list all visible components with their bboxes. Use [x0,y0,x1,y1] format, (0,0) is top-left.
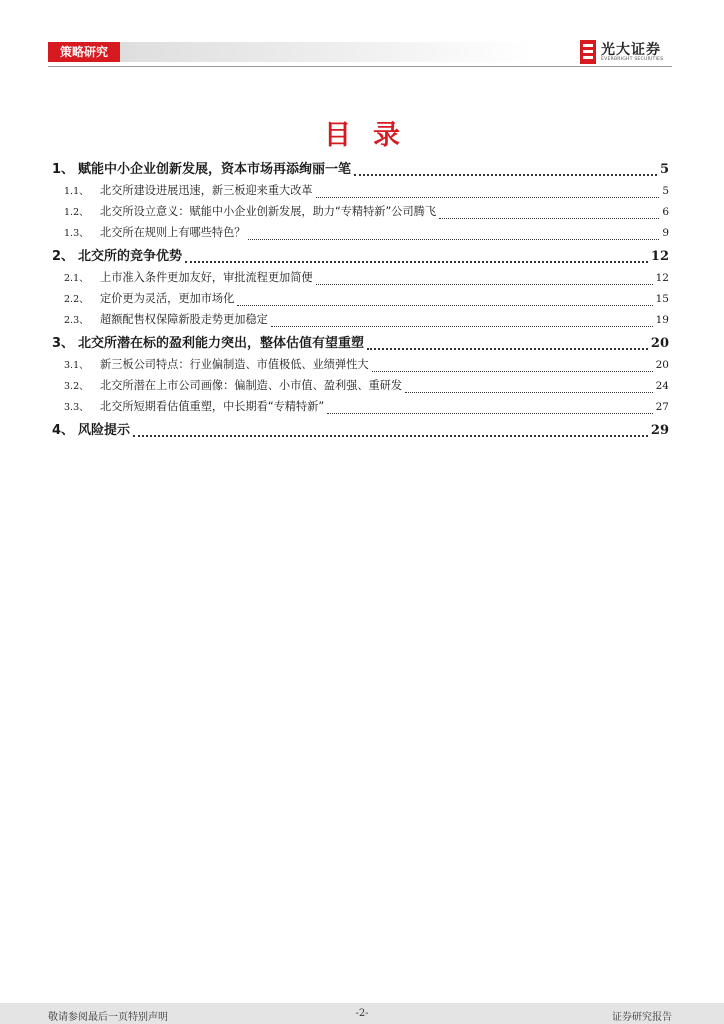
toc-dot-leader [248,238,659,240]
toc-dot-leader [439,217,659,219]
toc-entry-title: 北交所潜在上市公司画像：偏制造、小市值、盈利强、重研发 [100,379,403,392]
toc-entry-page: 27 [655,401,669,413]
toc-entry-number: 2、 [52,249,75,264]
logo-name-cn: 光大证券 [601,42,661,58]
toc-entry-page: 19 [655,314,669,326]
toc-dot-leader [367,347,648,350]
toc-entry-title: 赋能中小企业创新发展，资本市场再添绚丽一笔 [78,162,352,177]
everbright-logo-icon [580,40,596,64]
header-band [48,42,533,62]
toc-entry-page: 20 [655,359,669,371]
toc-dot-leader [237,304,652,306]
toc-entry-title: 北交所设立意义：赋能中小企业创新发展，助力“专精特新”公司腾飞 [100,205,437,218]
toc-entry-page: 12 [655,272,669,284]
toc-entry-number: 3.1、 [64,360,89,371]
toc-entry-number: 2.2、 [64,294,89,305]
toc-subsection-entry[interactable] [52,224,669,245]
toc-dot-leader [316,283,653,285]
toc-section-entry[interactable] [52,332,669,356]
toc-entry-title: 风险提示 [78,423,131,438]
footer-disclaimer: 敬请参阅最后一页特别声明 [48,1012,168,1023]
toc-entry-number: 3.2、 [64,381,89,392]
footer [0,1003,724,1024]
toc-dot-leader [405,391,653,393]
toc-dot-leader [271,325,653,327]
toc-section-entry[interactable] [52,419,669,443]
company-logo [580,38,676,66]
table-of-contents [52,158,669,443]
toc-entry-page: 9 [662,227,669,239]
toc-subsection-entry[interactable] [52,311,669,332]
header-divider [48,66,672,67]
footer-report-type: 证券研究报告 [612,1012,672,1023]
toc-entry-page: 24 [655,380,669,392]
toc-subsection-entry[interactable] [52,398,669,419]
toc-section-entry[interactable] [52,245,669,269]
toc-entry-title: 新三板公司特点：行业偏制造、市值极低、业绩弹性大 [100,358,369,371]
toc-dot-leader [327,412,652,414]
toc-entry-number: 1.2、 [64,207,89,218]
toc-entry-page: 20 [650,336,669,351]
toc-entry-title: 上市准入条件更加友好，审批流程更加简便 [100,271,313,284]
toc-dot-leader [354,173,657,176]
toc-entry-number: 3、 [52,336,75,351]
toc-subsection-entry[interactable] [52,269,669,290]
toc-entry-number: 3.3、 [64,402,89,413]
toc-entry-page: 15 [655,293,669,305]
toc-entry-title: 定价更为灵活，更加市场化 [100,292,235,305]
toc-entry-title: 北交所建设进展迅速，新三板迎来重大改革 [100,184,313,197]
footer-page-number: -2- [355,1008,369,1019]
toc-dot-leader [372,370,653,372]
toc-entry-number: 4、 [52,423,75,438]
toc-entry-page: 29 [650,423,669,438]
toc-entry-number: 1、 [52,162,75,177]
logo-name-en: EVERBRIGHT SECURITIES [601,57,664,62]
toc-subsection-entry[interactable] [52,203,669,224]
toc-entry-page: 6 [662,206,669,218]
toc-subsection-entry[interactable] [52,377,669,398]
toc-dot-leader [185,260,648,263]
section-tag: 策略研究 [48,42,120,62]
toc-entry-title: 北交所短期看估值重塑，中长期看“专精特新” [100,400,325,413]
toc-subsection-entry[interactable] [52,182,669,203]
toc-section-entry[interactable] [52,158,669,182]
toc-subsection-entry[interactable] [52,356,669,377]
toc-entry-title: 超额配售权保障新股走势更加稳定 [100,313,268,326]
toc-entry-page: 5 [662,185,669,197]
toc-dot-leader [133,434,648,437]
toc-entry-number: 2.1、 [64,273,89,284]
page-title: 目录 [324,120,422,151]
toc-entry-title: 北交所潜在标的盈利能力突出，整体估值有望重塑 [78,336,365,351]
toc-entry-number: 1.3、 [64,228,89,239]
toc-subsection-entry[interactable] [52,290,669,311]
toc-entry-title: 北交所的竞争优势 [78,249,183,264]
toc-dot-leader [316,196,660,198]
toc-entry-page: 5 [659,162,669,177]
toc-entry-number: 2.3、 [64,315,89,326]
toc-entry-page: 12 [650,249,669,264]
toc-entry-title: 北交所在规则上有哪些特色？ [100,226,246,239]
toc-entry-number: 1.1、 [64,186,89,197]
